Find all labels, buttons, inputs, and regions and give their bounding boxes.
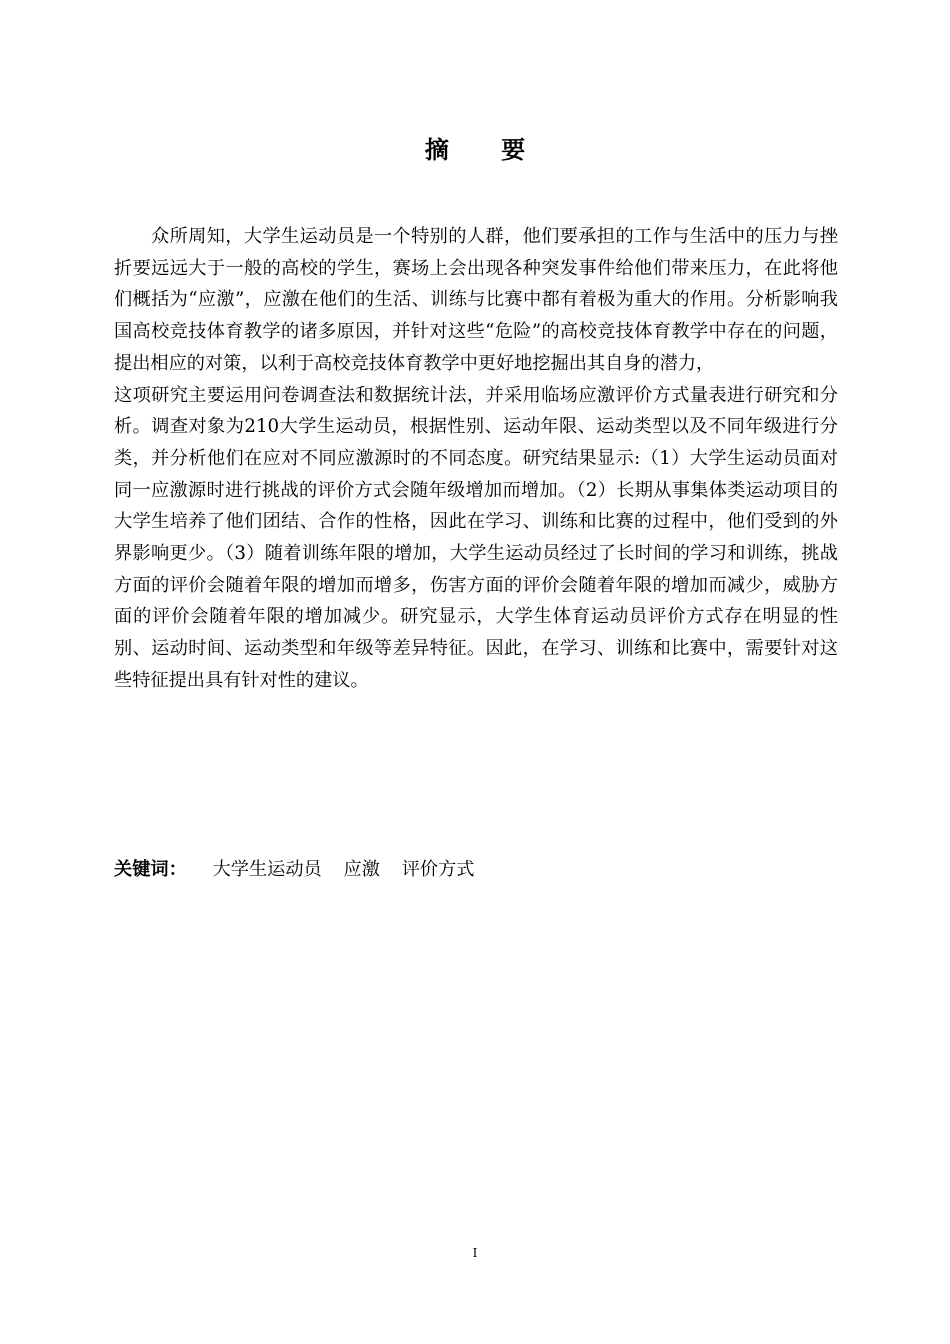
page-number: I	[472, 1246, 478, 1260]
abstract-paragraph: 这项研究主要运用问卷调查法和数据统计法，并采用临场应激评价方式量表进行研究和分析。调查对象为210大学生运动员，根据性别、运动年限、运动类型以及不同年级进行分类，并分析他们在应对不同应激源时的不同态度。研究结果显示:（1）大学生运动员面对同一应激源时进行挑战的评价方式会随年级增加而增加。（2）长期从事集体类运动项目的大学生培养了他们团结、合作的性格，因此在学习、训练和比赛的过程中，他们受到的外界影响更少。（3）随着训练年限的增加，大学生运动员经过了长时间的学习和训练，挑战方面的评价会随着年限的增加而增多，伤害方面的评价会随着年限的增加而减少，威胁方面的评价会随着年限的增加减少。研究显示，大学生体育运动员评价方式存在明显的性别、运动时间、运动类型和年级等差异特征。因此，在学习、训练和比赛中，需要针对这些特征提出具有针对性的建议。	[114, 384, 838, 691]
keywords-label: 关键词：	[114, 859, 187, 880]
keyword-item: 应激	[343, 859, 380, 880]
keywords-line	[114, 854, 838, 886]
keyword-item: 评价方式	[401, 859, 475, 880]
keyword-item: 大学生运动员	[212, 859, 322, 880]
abstract-paragraph: 众所周知，大学生运动员是一个特别的人群，他们要承担的工作与生活中的压力与挫折要远远大于一般的高校的学生，赛场上会出现各种突发事件给他们带来压力，在此将他们概括为“应激”，应激在他们的生活、训练与比赛中都有着极为重大的作用。分析影响我国高校竞技体育教学的诸多原因，并针对这些“危险”的高校竞技体育教学中存在的问题，提出相应的对策，以利于高校竞技体育教学中更好地挖掘出其自身的潜力，	[114, 226, 838, 374]
abstract-title: 摘 要	[424, 136, 548, 164]
abstract-body	[114, 221, 838, 697]
